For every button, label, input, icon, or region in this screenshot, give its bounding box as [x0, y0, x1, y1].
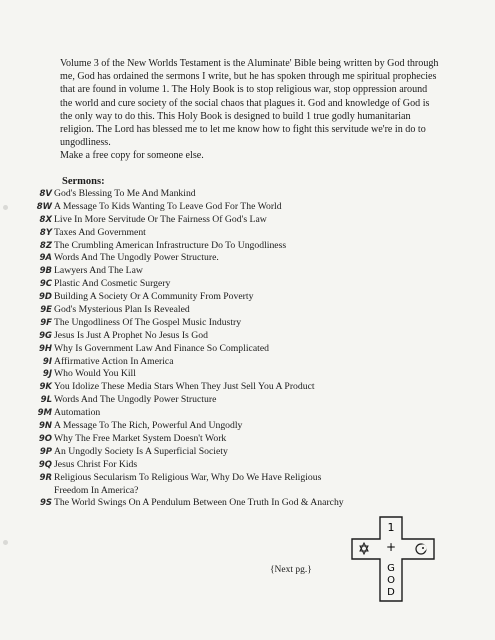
cross-letter-o: O: [387, 575, 395, 586]
sermon-title: Taxes And Government: [54, 226, 146, 238]
sermon-title: Building A Society Or A Community From Poverty: [54, 291, 254, 303]
sermon-item: [32, 214, 452, 227]
sermon-title: Who Would You Kill: [54, 368, 136, 380]
sermon-code: 9L: [40, 395, 52, 406]
sermon-item: [32, 407, 452, 420]
star-of-david-icon: [360, 543, 368, 554]
sermon-item: [32, 497, 452, 510]
sermon-code: 8X: [39, 214, 52, 225]
cross-drawing: [350, 513, 438, 603]
sermon-title: Lawyers And The Law: [54, 265, 143, 277]
sermon-code: 8V: [39, 189, 52, 199]
sermon-code: 9D: [39, 292, 52, 303]
sermon-code: 9A: [39, 253, 52, 264]
sermon-code: 9M: [37, 408, 52, 419]
sermon-item: [32, 317, 452, 330]
sermon-title: God's Mysterious Plan Is Revealed: [54, 304, 190, 316]
sermon-title: A Message To Kids Wanting To Leave God For The World: [54, 200, 282, 212]
sermon-item: [32, 459, 452, 472]
cross-plus: +: [385, 540, 397, 554]
sermon-title: Religious Secularism To Religious War, Why Do We Have Religious Freedom In America?: [54, 471, 322, 496]
intro-paragraph: Volume 3 of the New Worlds Testament is the Aluminate' Bible being written by God through me, God has ordained the sermons I write, but he has spoken through me spiritual prophecies that are found in volume 1. The Holy Book is to stop religious war, stop oppression around the world and cure society of the social chaos that plagues it. God and knowledge of God is the only way to do this. This Holy Book is designed to build 1 true godly humanitarian religion. The Lord has blessed me to let me know how to fight this servitude we're in do to ungodliness.: [60, 58, 439, 149]
next-page-note: {Next pg.}: [270, 565, 312, 575]
sermon-code: 8W: [36, 201, 52, 212]
sermon-title: Jesus Christ For Kids: [54, 458, 138, 470]
sermon-item: [32, 420, 452, 433]
sermon-title: Live In More Servitude Or The Fairness Of God's Law: [54, 213, 267, 225]
sermon-item: [32, 265, 452, 278]
sermon-title: The Crumbling American Infrastructure Do To Ungodliness: [54, 239, 287, 251]
cross-letter-g: G: [387, 563, 395, 574]
sermon-title: Jesus Is Just A Prophet No Jesus Is God: [54, 329, 208, 341]
crescent-star-icon: [416, 544, 427, 554]
sermon-item: [32, 252, 452, 265]
sermon-item: [32, 472, 452, 498]
sermon-code: 9J: [42, 369, 52, 380]
cross-letter-d: D: [387, 587, 395, 598]
sermon-item: [32, 343, 452, 356]
sermon-item: [32, 356, 452, 369]
sermon-item: [32, 291, 452, 304]
sermon-code: 9Q: [38, 459, 52, 470]
sermon-title: God's Blessing To Me And Mankind: [54, 188, 196, 199]
sermon-code: 9H: [38, 343, 52, 354]
sermon-title: Why Is Government Law And Finance So Complicated: [54, 342, 269, 354]
sermon-code: 9B: [39, 266, 52, 277]
sermon-code: 9I: [42, 356, 52, 367]
sermon-code: 9G: [39, 330, 52, 341]
punch-hole: [3, 540, 8, 545]
sermon-title: An Ungodly Society Is A Superficial Society: [54, 445, 228, 457]
sermon-item: [32, 446, 452, 459]
sermon-code: 9R: [39, 472, 52, 483]
sermon-title: The Ungodliness Of The Gospel Music Industry: [54, 316, 242, 328]
sermon-code: 9S: [39, 498, 52, 509]
sermon-code: 9K: [39, 382, 52, 393]
cross-top-text: 1: [387, 521, 395, 534]
sermon-item: [32, 381, 452, 394]
sermon-code: 8Y: [39, 227, 52, 238]
intro-text: [60, 57, 440, 163]
sermon-code: 9O: [38, 433, 52, 444]
sermon-item: [32, 240, 452, 253]
sermon-title: Words And The Ungodly Power Structure: [54, 394, 217, 406]
sermon-title: Why The Free Market System Doesn't Work: [54, 432, 227, 444]
punch-hole: [3, 205, 8, 210]
sermon-item: [32, 368, 452, 381]
sermon-title: Plastic And Cosmetic Surgery: [54, 278, 171, 290]
sermon-code: 9N: [38, 421, 52, 432]
sermon-title: Automation: [54, 407, 101, 419]
sermon-code: 8Z: [39, 240, 52, 251]
sermon-item: [32, 304, 452, 317]
sermon-title: Affirmative Action In America: [54, 355, 174, 367]
sermon-code: 9E: [40, 305, 52, 316]
sermon-item: [32, 227, 452, 240]
sermon-item: [32, 394, 452, 407]
sermon-title: The World Swings On A Pendulum Between One Truth In God & Anarchy: [54, 497, 344, 509]
sermon-title: You Idolize These Media Stars When They Just Sell You A Product: [54, 381, 315, 393]
sermon-item: [32, 330, 452, 343]
sermon-title: Words And The Ungodly Power Structure.: [54, 252, 219, 264]
sermon-list: [32, 188, 452, 510]
sermon-item: [32, 278, 452, 291]
sermon-code: 9F: [40, 317, 52, 328]
sermon-item: [32, 201, 452, 214]
sermon-code: 9C: [39, 279, 52, 290]
intro-closing: Make a free copy for someone else.: [60, 150, 204, 162]
sermon-item: [32, 188, 452, 201]
sermon-item: [32, 433, 452, 446]
sermons-heading: Sermons:: [62, 176, 105, 187]
sermon-code: 9P: [39, 446, 52, 457]
sermon-title: A Message To The Rich, Powerful And Ungodly: [54, 420, 243, 432]
